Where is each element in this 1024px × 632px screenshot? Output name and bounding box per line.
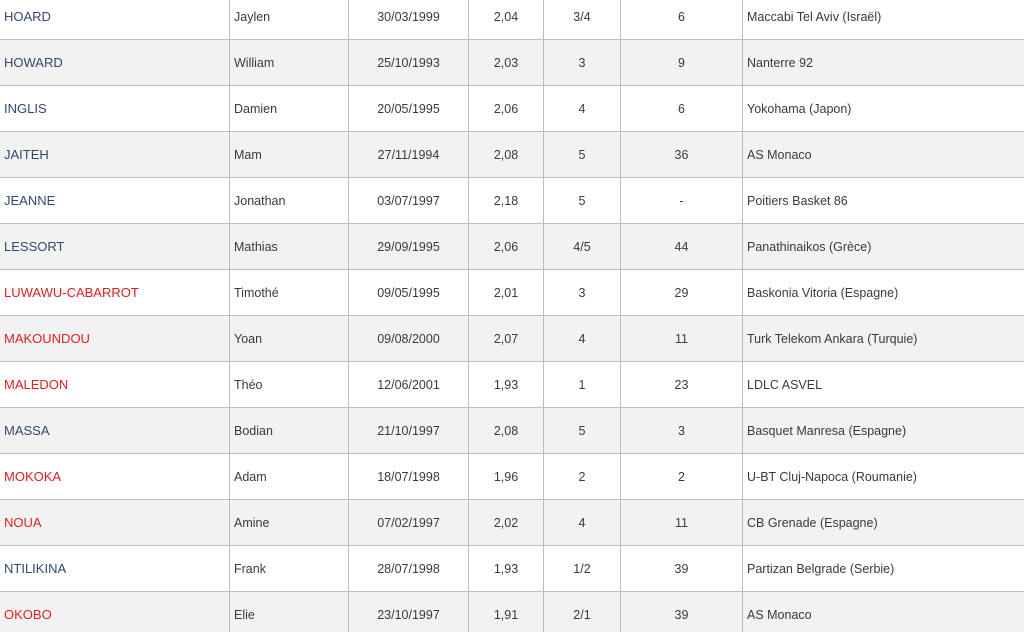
player-selections: 39 [621, 546, 743, 592]
player-height: 2,08 [469, 132, 544, 178]
player-selections: 29 [621, 270, 743, 316]
player-club: LDLC ASVEL [743, 362, 1024, 408]
player-last-name: JEANNE [0, 178, 230, 224]
player-first-name: Adam [230, 454, 349, 500]
table-row [0, 132, 1024, 178]
player-last-name: LUWAWU-CABARROT [0, 270, 230, 316]
table-row [0, 408, 1024, 454]
player-height: 2,08 [469, 408, 544, 454]
player-first-name: William [230, 40, 349, 86]
player-club: Baskonia Vitoria (Espagne) [743, 270, 1024, 316]
player-selections: 3 [621, 408, 743, 454]
player-position: 4/5 [544, 224, 621, 270]
player-position: 4 [544, 316, 621, 362]
player-height: 2,18 [469, 178, 544, 224]
player-birthdate: 25/10/1993 [349, 40, 469, 86]
player-club: Poitiers Basket 86 [743, 178, 1024, 224]
player-last-name: INGLIS [0, 86, 230, 132]
player-birthdate: 09/05/1995 [349, 270, 469, 316]
player-last-name: LESSORT [0, 224, 230, 270]
player-selections: 44 [621, 224, 743, 270]
player-position: 5 [544, 132, 621, 178]
player-first-name: Jonathan [230, 178, 349, 224]
player-club: Maccabi Tel Aviv (Israël) [743, 0, 1024, 40]
player-first-name: Elie [230, 592, 349, 632]
player-first-name: Jaylen [230, 0, 349, 40]
player-selections: 2 [621, 454, 743, 500]
player-birthdate: 09/08/2000 [349, 316, 469, 362]
player-selections: 23 [621, 362, 743, 408]
player-club: Panathinaikos (Grèce) [743, 224, 1024, 270]
player-first-name: Frank [230, 546, 349, 592]
player-height: 1,93 [469, 546, 544, 592]
table-row [0, 362, 1024, 408]
player-last-name: MALEDON [0, 362, 230, 408]
player-club: Yokohama (Japon) [743, 86, 1024, 132]
player-last-name: MOKOKA [0, 454, 230, 500]
player-last-name: MASSA [0, 408, 230, 454]
player-club: Partizan Belgrade (Serbie) [743, 546, 1024, 592]
player-birthdate: 12/06/2001 [349, 362, 469, 408]
player-position: 1/2 [544, 546, 621, 592]
player-position: 5 [544, 408, 621, 454]
player-selections: - [621, 178, 743, 224]
player-last-name: MAKOUNDOU [0, 316, 230, 362]
player-first-name: Mam [230, 132, 349, 178]
player-height: 1,91 [469, 592, 544, 632]
player-first-name: Timothé [230, 270, 349, 316]
player-height: 2,03 [469, 40, 544, 86]
player-club: U-BT Cluj-Napoca (Roumanie) [743, 454, 1024, 500]
player-position: 2 [544, 454, 621, 500]
player-first-name: Théo [230, 362, 349, 408]
player-last-name: NTILIKINA [0, 546, 230, 592]
player-first-name: Amine [230, 500, 349, 546]
player-birthdate: 03/07/1997 [349, 178, 469, 224]
table-row [0, 316, 1024, 362]
player-birthdate: 27/11/1994 [349, 132, 469, 178]
player-club: Turk Telekom Ankara (Turquie) [743, 316, 1024, 362]
player-height: 2,06 [469, 224, 544, 270]
player-height: 1,96 [469, 454, 544, 500]
player-first-name: Mathias [230, 224, 349, 270]
player-selections: 6 [621, 86, 743, 132]
player-last-name: HOWARD [0, 40, 230, 86]
player-height: 2,02 [469, 500, 544, 546]
player-position: 1 [544, 362, 621, 408]
player-height: 2,07 [469, 316, 544, 362]
player-club: CB Grenade (Espagne) [743, 500, 1024, 546]
player-position: 2/1 [544, 592, 621, 632]
table-row [0, 86, 1024, 132]
player-club: Nanterre 92 [743, 40, 1024, 86]
player-height: 2,04 [469, 0, 544, 40]
player-birthdate: 18/07/1998 [349, 454, 469, 500]
player-birthdate: 30/03/1999 [349, 0, 469, 40]
player-birthdate: 28/07/1998 [349, 546, 469, 592]
table-row [0, 178, 1024, 224]
player-first-name: Bodian [230, 408, 349, 454]
table-row [0, 224, 1024, 270]
player-last-name: HOARD [0, 0, 230, 40]
player-height: 2,01 [469, 270, 544, 316]
player-birthdate: 07/02/1997 [349, 500, 469, 546]
player-position: 3/4 [544, 0, 621, 40]
player-club: Basquet Manresa (Espagne) [743, 408, 1024, 454]
player-first-name: Damien [230, 86, 349, 132]
player-position: 4 [544, 500, 621, 546]
table-row [0, 546, 1024, 592]
table-row [0, 592, 1024, 632]
player-club: AS Monaco [743, 592, 1024, 632]
table-row [0, 270, 1024, 316]
player-selections: 11 [621, 316, 743, 362]
player-selections: 11 [621, 500, 743, 546]
player-position: 3 [544, 40, 621, 86]
player-selections: 6 [621, 0, 743, 40]
player-last-name: JAITEH [0, 132, 230, 178]
player-birthdate: 20/05/1995 [349, 86, 469, 132]
table-row [0, 40, 1024, 86]
player-birthdate: 21/10/1997 [349, 408, 469, 454]
table-row [0, 0, 1024, 40]
player-birthdate: 23/10/1997 [349, 592, 469, 632]
table-row [0, 454, 1024, 500]
player-birthdate: 29/09/1995 [349, 224, 469, 270]
player-height: 2,06 [469, 86, 544, 132]
player-last-name: OKOBO [0, 592, 230, 632]
player-selections: 9 [621, 40, 743, 86]
player-last-name: NOUA [0, 500, 230, 546]
player-position: 5 [544, 178, 621, 224]
player-position: 3 [544, 270, 621, 316]
player-first-name: Yoan [230, 316, 349, 362]
table-row [0, 500, 1024, 546]
player-selections: 39 [621, 592, 743, 632]
player-position: 4 [544, 86, 621, 132]
player-height: 1,93 [469, 362, 544, 408]
player-club: AS Monaco [743, 132, 1024, 178]
player-selections: 36 [621, 132, 743, 178]
